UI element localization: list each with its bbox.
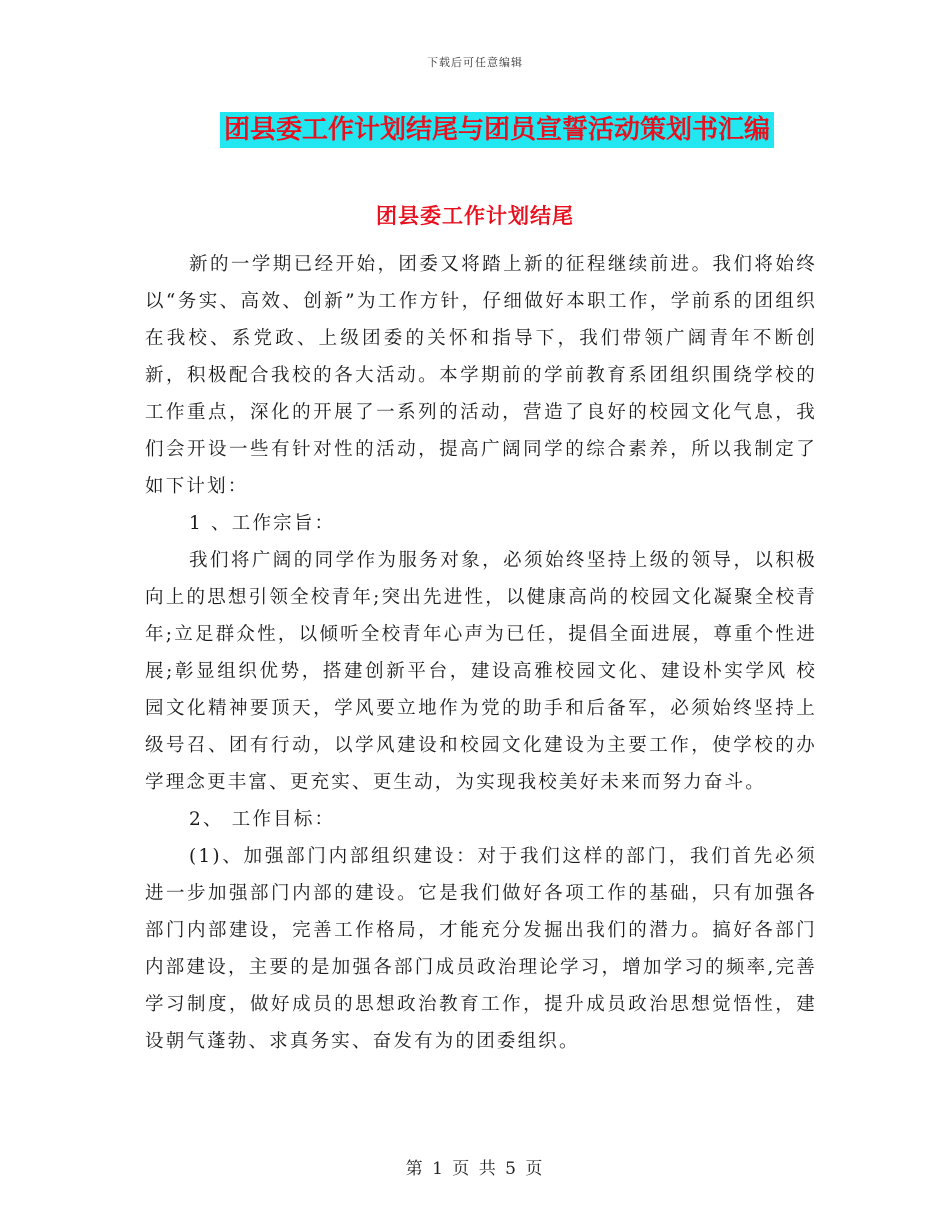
section-title: 团县委工作计划结尾 — [376, 203, 574, 228]
paragraph-goal-1: (1)、加强部门内部组织建设：对于我们这样的部门，我们首先必须进一步加强部门内部的建设。它是我们做好各项工作的基础，只有加强各部门内部建设，完善工作格局，才能充分发掘出我们的潜力。搞好各部门内部建设，主要的是加强各部门成员政治理论学习，增加学习的频率,完善学习制度，做好成员的思想政治教育工作，提升成员政治思想觉悟性，建设朝气蓬勃、求真务实、奋发有为的团委组织。 — [145, 846, 817, 1052]
heading-work-goals: 2、 工作目标： — [189, 809, 336, 830]
heading-work-purpose: 1 、工作宗旨： — [189, 513, 336, 534]
document-title-wrap — [0, 112, 950, 148]
document-title: 团县委工作计划结尾与团员宣誓活动策划书汇编 — [220, 112, 774, 148]
header-note: 下载后可任意编辑 — [427, 56, 523, 69]
body-text — [145, 246, 817, 1060]
paragraph-work-purpose: 我们将广阔的同学作为服务对象，必须始终坚持上级的领导，以积极向上的思想引领全校青年;突出先进性，以健康高尚的校园文化凝聚全校青年;立足群众性，以倾听全校青年心声为已任，提倡全面进展，尊重个性进展;彰显组织优势，搭建创新平台，建设高雅校园文化、建设朴实学风 校园文化精神要顶天，学风要立地作为党的助手和后备军，必须始终坚持上级号召、团有行动，以学风建设和校园文化建设为主要工作，使学校的办学理念更丰富、更充实、更生动，为实现我校美好未来而努力奋斗。 — [145, 550, 817, 793]
paragraph-intro: 新的一学期已经开始，团委又将踏上新的征程继续前进。我们将始终以“务实、高效、创新”为工作方针，仔细做好本职工作，学前系的团组织在我校、系党政、上级团委的关怀和指导下，我们带领广阔青年不断创新，积极配合我校的各大活动。本学期前的学前教育系团组织围绕学校的工作重点，深化的开展了一系列的活动，营造了良好的校园文化气息，我们会开设一些有针对性的活动，提高广阔同学的综合素养，所以我制定了如下计划： — [145, 254, 817, 497]
page-footer: 第 1 页 共 5 页 — [405, 1159, 545, 1179]
